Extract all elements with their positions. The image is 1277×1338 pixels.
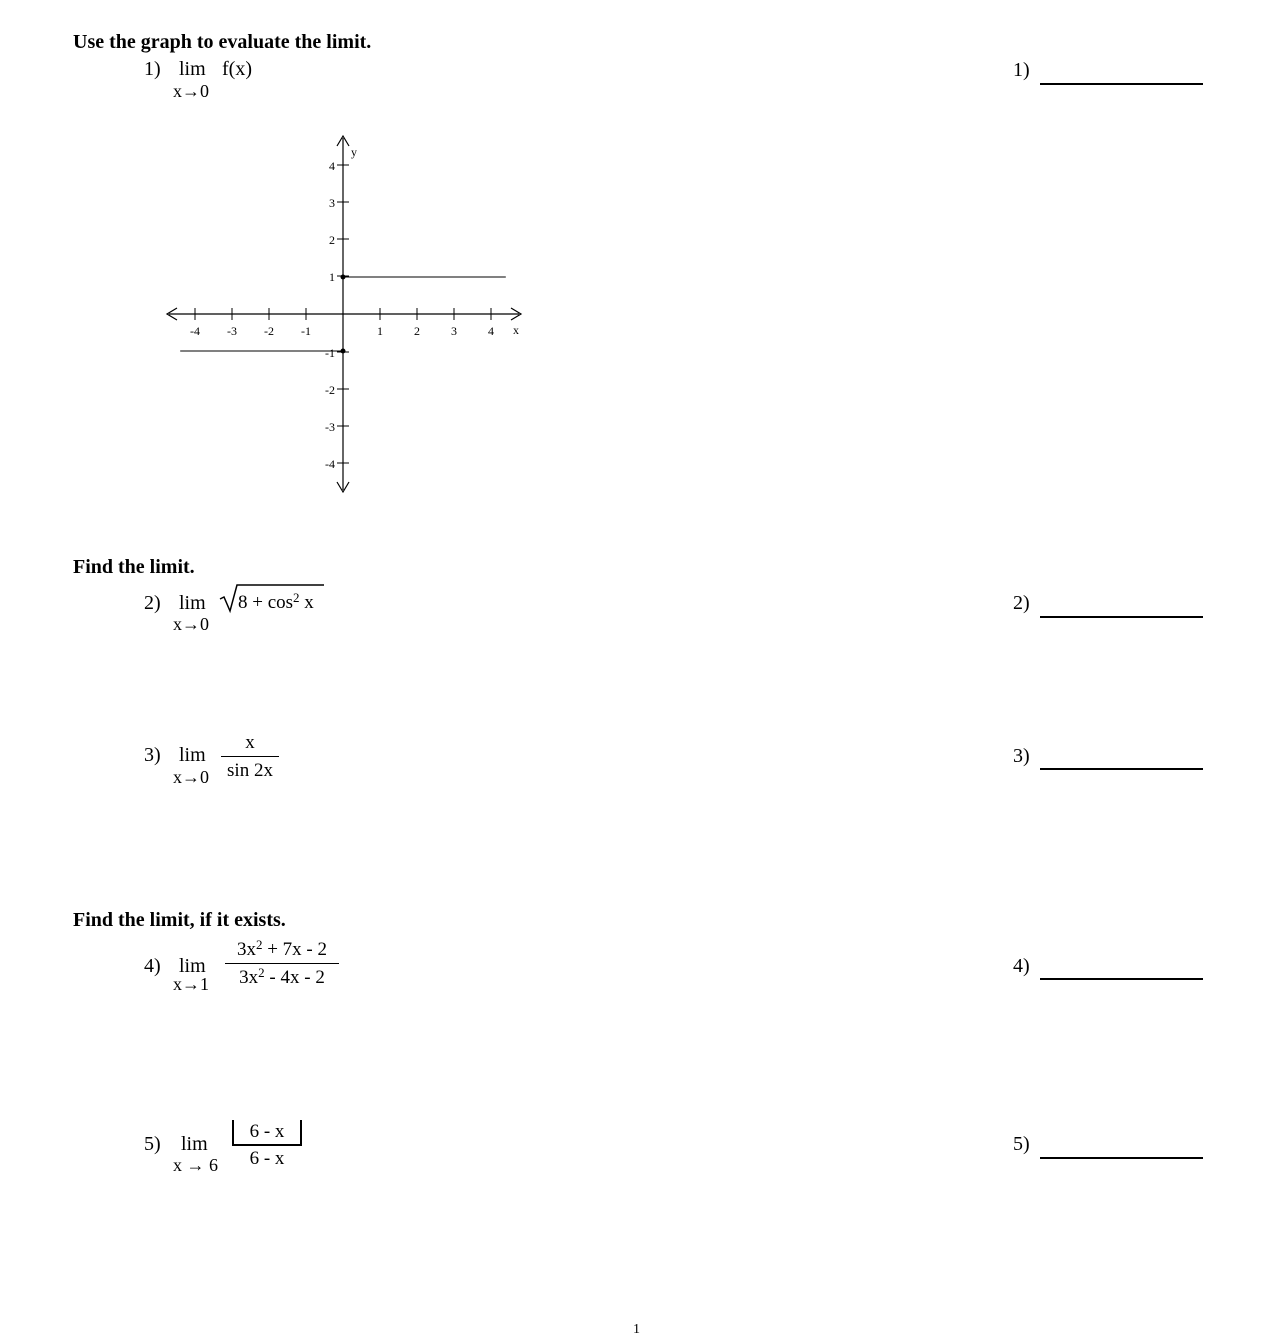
graph-endpoint-upper xyxy=(341,275,346,280)
y-tick-label: -3 xyxy=(325,420,335,434)
x-tick-label: 2 xyxy=(414,324,420,338)
radicand-part: 8 + cos xyxy=(238,592,294,613)
denominator-part: 3x xyxy=(239,967,259,988)
problem-2-number: 2) xyxy=(144,592,161,614)
denominator-part: - 4x - 2 xyxy=(264,967,325,988)
numerator-part: + 7x - 2 xyxy=(262,939,328,960)
answer-2-label: 2) xyxy=(1013,592,1030,614)
x-tick-label: 3 xyxy=(451,324,457,338)
answer-2-line[interactable] xyxy=(1040,616,1203,618)
x-tick-label: -3 xyxy=(227,324,237,338)
x-tick-label: 4 xyxy=(488,324,494,338)
radicand-exponent: 2 xyxy=(293,590,300,605)
x-tick-label: -1 xyxy=(301,324,311,338)
answer-5-label: 5) xyxy=(1013,1133,1030,1155)
y-tick-label: -4 xyxy=(325,457,335,471)
y-tick-label: 1 xyxy=(329,270,335,284)
answer-1-line[interactable] xyxy=(1040,83,1203,85)
problem-3-subscript: x→0 xyxy=(173,767,209,787)
y-tick-label: 4 xyxy=(329,159,335,173)
problem-1-subscript: x→0 xyxy=(173,81,209,101)
problem-5-numerator: 6 - x xyxy=(249,1121,285,1142)
problem-4-lim: lim xyxy=(179,955,206,977)
problem-4-denominator xyxy=(225,964,339,989)
x-tick-label: -2 xyxy=(264,324,274,338)
problem-5-number: 5) xyxy=(144,1133,161,1155)
problem-5-lim: lim xyxy=(181,1133,208,1155)
x-axis-label: x xyxy=(513,323,519,337)
answer-3-label: 3) xyxy=(1013,745,1030,767)
problem-3-numerator: x xyxy=(221,732,279,757)
y-tick-label: -2 xyxy=(325,383,335,397)
problem-3-fraction xyxy=(221,732,279,782)
problem-4-numerator xyxy=(225,939,339,964)
problem-3-lim: lim xyxy=(179,744,206,766)
section-heading-graph: Use the graph to evaluate the limit. xyxy=(73,31,372,53)
problem-5-denominator: 6 - x xyxy=(249,1148,285,1169)
problem-2-radicand xyxy=(238,592,314,614)
numerator-part: 3x xyxy=(236,939,256,960)
problem-4-subscript: x→1 xyxy=(173,974,209,994)
x-tick-label: 1 xyxy=(377,324,383,338)
answer-4-line[interactable] xyxy=(1040,978,1203,980)
problem-2-subscript: x→0 xyxy=(173,614,209,634)
answer-5-line[interactable] xyxy=(1040,1157,1203,1159)
problem-1-expression: f(x) xyxy=(222,58,252,80)
problem-1-number: 1) xyxy=(144,58,161,80)
limit-graph xyxy=(150,130,540,500)
problem-4-number: 4) xyxy=(144,955,161,977)
answer-3-line[interactable] xyxy=(1040,768,1203,770)
problem-1-lim: lim xyxy=(179,58,206,80)
y-tick-label: -1 xyxy=(325,346,335,360)
denominator-exponent: 2 xyxy=(258,965,265,980)
x-tick-label: -4 xyxy=(190,324,200,338)
numerator-exponent: 2 xyxy=(255,937,263,952)
page-number: 1 xyxy=(633,1322,640,1337)
y-tick-label: 2 xyxy=(329,233,335,247)
problem-3-number: 3) xyxy=(144,744,161,766)
y-axis-label: y xyxy=(351,145,357,159)
problem-3-denominator: sin 2x xyxy=(227,760,273,781)
answer-1-label: 1) xyxy=(1013,59,1030,81)
problem-5-subscript: x → 6 xyxy=(173,1155,218,1175)
radicand-part: x xyxy=(299,592,314,613)
graph-endpoint-lower xyxy=(341,349,346,354)
problem-4-fraction xyxy=(225,939,339,989)
section-heading-find-limit: Find the limit. xyxy=(73,556,195,578)
answer-4-label: 4) xyxy=(1013,955,1030,977)
section-heading-find-limit-exists: Find the limit, if it exists. xyxy=(73,909,286,931)
problem-2-lim: lim xyxy=(179,592,206,614)
y-tick-label: 3 xyxy=(329,196,335,210)
